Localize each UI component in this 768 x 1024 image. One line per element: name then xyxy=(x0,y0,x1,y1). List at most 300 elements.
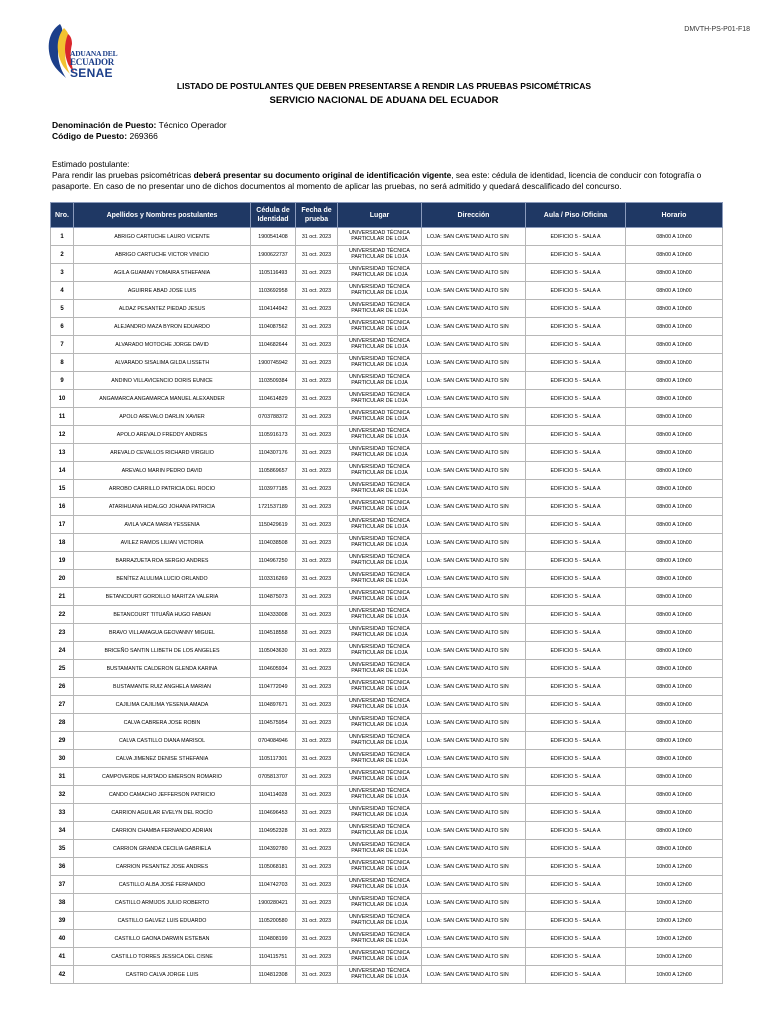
cell-nombre: BRAVO VILLAMAGUA GEOVANNY MIGUEL xyxy=(74,624,251,642)
cell-nro: 11 xyxy=(51,408,74,426)
cell-fecha: 31 oct. 2023 xyxy=(296,228,338,246)
cell-lugar: UNIVERSIDAD TÉCNICA PARTICULAR DE LOJA xyxy=(338,570,422,588)
cell-lugar: UNIVERSIDAD TÉCNICA PARTICULAR DE LOJA xyxy=(338,624,422,642)
cell-lugar: UNIVERSIDAD TÉCNICA PARTICULAR DE LOJA xyxy=(338,750,422,768)
cell-lugar: UNIVERSIDAD TÉCNICA PARTICULAR DE LOJA xyxy=(338,804,422,822)
cell-direccion: LOJA: SAN CAYETANO ALTO SIN xyxy=(422,732,526,750)
cell-nombre: ABRIGO CARTUCHE LAURO VICENTE xyxy=(74,228,251,246)
cell-horario: 08h00 A 10h00 xyxy=(626,408,723,426)
cell-nro: 29 xyxy=(51,732,74,750)
cell-nro: 41 xyxy=(51,948,74,966)
cell-direccion: LOJA: SAN CAYETANO ALTO SIN xyxy=(422,750,526,768)
cell-nombre: BARRAZUETA ROA SERGIO ANDRES xyxy=(74,552,251,570)
cell-nro: 20 xyxy=(51,570,74,588)
cell-cedula: 1104605934 xyxy=(251,660,296,678)
cell-horario: 08h00 A 10h00 xyxy=(626,264,723,282)
table-row xyxy=(51,246,723,264)
cell-lugar: UNIVERSIDAD TÉCNICA PARTICULAR DE LOJA xyxy=(338,300,422,318)
cell-nombre: CARRION PESANTEZ JOSE ANDRES xyxy=(74,858,251,876)
cell-nombre: CARRION AGUILAR EVELYN DEL ROCÍO xyxy=(74,804,251,822)
cell-fecha: 31 oct. 2023 xyxy=(296,966,338,984)
header-aula: Aula / Piso /Oficina xyxy=(526,203,626,228)
cell-nro: 18 xyxy=(51,534,74,552)
logo-line-2: ECUADOR xyxy=(70,57,115,67)
cell-nombre: CASTILLO TORRES JESSICA DEL CISNE xyxy=(74,948,251,966)
cell-nro: 13 xyxy=(51,444,74,462)
cell-nombre: CALVA CABRERA JOSE ROBIN xyxy=(74,714,251,732)
cell-fecha: 31 oct. 2023 xyxy=(296,606,338,624)
cell-nombre: CASTILLO ALBA JOSÉ FERNANDO xyxy=(74,876,251,894)
table-row xyxy=(51,408,723,426)
cell-aula: EDIFICIO 5 - SALA A xyxy=(526,390,626,408)
cell-aula: EDIFICIO 5 - SALA A xyxy=(526,840,626,858)
table-row xyxy=(51,354,723,372)
cell-nombre: ANDINO VILLAVICENCIO DORIS EUNICE xyxy=(74,372,251,390)
cell-lugar: UNIVERSIDAD TÉCNICA PARTICULAR DE LOJA xyxy=(338,354,422,372)
cell-cedula: 1104967250 xyxy=(251,552,296,570)
cell-nombre: CARRION GRANDA CECILIA GABRIELA xyxy=(74,840,251,858)
cell-fecha: 31 oct. 2023 xyxy=(296,318,338,336)
cell-aula: EDIFICIO 5 - SALA A xyxy=(526,264,626,282)
cell-lugar: UNIVERSIDAD TÉCNICA PARTICULAR DE LOJA xyxy=(338,228,422,246)
header-horario: Horario xyxy=(626,203,723,228)
cell-horario: 08h00 A 10h00 xyxy=(626,552,723,570)
cell-aula: EDIFICIO 5 - SALA A xyxy=(526,426,626,444)
cell-lugar: UNIVERSIDAD TÉCNICA PARTICULAR DE LOJA xyxy=(338,876,422,894)
cell-aula: EDIFICIO 5 - SALA A xyxy=(526,570,626,588)
cell-nro: 16 xyxy=(51,498,74,516)
cell-nombre: ABRIGO CARTUCHE VICTOR VINICIO xyxy=(74,246,251,264)
cell-aula: EDIFICIO 5 - SALA A xyxy=(526,462,626,480)
cell-nombre: CARRION CHAMBA FERNANDO ADRIAN xyxy=(74,822,251,840)
cell-cedula: 1104614829 xyxy=(251,390,296,408)
cell-cedula: 1104114028 xyxy=(251,786,296,804)
cell-nro: 24 xyxy=(51,642,74,660)
document-subtitle: SERVICIO NACIONAL DE ADUANA DEL ECUADOR xyxy=(269,95,499,106)
cell-nro: 28 xyxy=(51,714,74,732)
cell-nro: 2 xyxy=(51,246,74,264)
cell-direccion: LOJA: SAN CAYETANO ALTO SIN xyxy=(422,894,526,912)
cell-nombre: APOLO AREVALO DARLIN XAVIER xyxy=(74,408,251,426)
cell-nro: 17 xyxy=(51,516,74,534)
cell-direccion: LOJA: SAN CAYETANO ALTO SIN xyxy=(422,300,526,318)
cell-nro: 15 xyxy=(51,480,74,498)
cell-lugar: UNIVERSIDAD TÉCNICA PARTICULAR DE LOJA xyxy=(338,660,422,678)
cell-direccion: LOJA: SAN CAYETANO ALTO SIN xyxy=(422,534,526,552)
cell-fecha: 31 oct. 2023 xyxy=(296,822,338,840)
cell-nro: 35 xyxy=(51,840,74,858)
cell-aula: EDIFICIO 5 - SALA A xyxy=(526,552,626,570)
cell-nombre: APOLO AREVALO FREDDY ANDRES xyxy=(74,426,251,444)
cell-nombre: CALVA JIMENEZ DENISE STHEFANIA xyxy=(74,750,251,768)
cell-nro: 39 xyxy=(51,912,74,930)
cell-nombre: ALVARADO SISALIMA GILDA LISSETH xyxy=(74,354,251,372)
cell-direccion: LOJA: SAN CAYETANO ALTO SIN xyxy=(422,966,526,984)
cell-cedula: 1104952328 xyxy=(251,822,296,840)
cell-nro: 8 xyxy=(51,354,74,372)
cell-direccion: LOJA: SAN CAYETANO ALTO SIN xyxy=(422,480,526,498)
table-row xyxy=(51,642,723,660)
cell-lugar: UNIVERSIDAD TÉCNICA PARTICULAR DE LOJA xyxy=(338,462,422,480)
cell-fecha: 31 oct. 2023 xyxy=(296,552,338,570)
table-row xyxy=(51,390,723,408)
cell-direccion: LOJA: SAN CAYETANO ALTO SIN xyxy=(422,858,526,876)
cell-lugar: UNIVERSIDAD TÉCNICA PARTICULAR DE LOJA xyxy=(338,282,422,300)
cell-aula: EDIFICIO 5 - SALA A xyxy=(526,732,626,750)
cell-lugar: UNIVERSIDAD TÉCNICA PARTICULAR DE LOJA xyxy=(338,426,422,444)
cell-aula: EDIFICIO 5 - SALA A xyxy=(526,480,626,498)
table-row xyxy=(51,786,723,804)
cell-lugar: UNIVERSIDAD TÉCNICA PARTICULAR DE LOJA xyxy=(338,552,422,570)
cell-cedula: 0705813707 xyxy=(251,768,296,786)
table-row xyxy=(51,858,723,876)
cell-lugar: UNIVERSIDAD TÉCNICA PARTICULAR DE LOJA xyxy=(338,642,422,660)
cell-aula: EDIFICIO 5 - SALA A xyxy=(526,246,626,264)
cell-direccion: LOJA: SAN CAYETANO ALTO SIN xyxy=(422,282,526,300)
header-fecha: Fecha de prueba xyxy=(296,203,338,228)
cell-direccion: LOJA: SAN CAYETANO ALTO SIN xyxy=(422,228,526,246)
cell-lugar: UNIVERSIDAD TÉCNICA PARTICULAR DE LOJA xyxy=(338,444,422,462)
cell-nro: 27 xyxy=(51,696,74,714)
cell-nro: 10 xyxy=(51,390,74,408)
table-row xyxy=(51,480,723,498)
cell-fecha: 31 oct. 2023 xyxy=(296,282,338,300)
cell-horario: 10h00 A 12h00 xyxy=(626,894,723,912)
table-row xyxy=(51,426,723,444)
cell-nombre: BRICEÑO SANTIN LLIBETH DE LOS ANGELES xyxy=(74,642,251,660)
cell-lugar: UNIVERSIDAD TÉCNICA PARTICULAR DE LOJA xyxy=(338,390,422,408)
cell-horario: 08h00 A 10h00 xyxy=(626,696,723,714)
cell-nro: 31 xyxy=(51,768,74,786)
cell-fecha: 31 oct. 2023 xyxy=(296,372,338,390)
cell-lugar: UNIVERSIDAD TÉCNICA PARTICULAR DE LOJA xyxy=(338,732,422,750)
cell-direccion: LOJA: SAN CAYETANO ALTO SIN xyxy=(422,246,526,264)
cell-horario: 08h00 A 10h00 xyxy=(626,804,723,822)
cell-fecha: 31 oct. 2023 xyxy=(296,354,338,372)
cell-horario: 08h00 A 10h00 xyxy=(626,390,723,408)
cell-horario: 08h00 A 10h00 xyxy=(626,444,723,462)
cell-direccion: LOJA: SAN CAYETANO ALTO SIN xyxy=(422,930,526,948)
logo-line-1: ADUANA DEL xyxy=(70,49,118,58)
cell-cedula: 1105869657 xyxy=(251,462,296,480)
cell-lugar: UNIVERSIDAD TÉCNICA PARTICULAR DE LOJA xyxy=(338,696,422,714)
cell-direccion: LOJA: SAN CAYETANO ALTO SIN xyxy=(422,516,526,534)
cell-lugar: UNIVERSIDAD TÉCNICA PARTICULAR DE LOJA xyxy=(338,822,422,840)
table-row xyxy=(51,948,723,966)
cell-lugar: UNIVERSIDAD TÉCNICA PARTICULAR DE LOJA xyxy=(338,246,422,264)
cell-nombre: ATARIHUANA HIDALGO JOHANA PATRICIA xyxy=(74,498,251,516)
cell-lugar: UNIVERSIDAD TÉCNICA PARTICULAR DE LOJA xyxy=(338,588,422,606)
cell-fecha: 31 oct. 2023 xyxy=(296,426,338,444)
cell-horario: 08h00 A 10h00 xyxy=(626,354,723,372)
cell-cedula: 1150429619 xyxy=(251,516,296,534)
cell-direccion: LOJA: SAN CAYETANO ALTO SIN xyxy=(422,462,526,480)
cell-nombre: CAMPOVERDE HURTADO EMERSON ROMARIO xyxy=(74,768,251,786)
codigo-line xyxy=(52,131,227,142)
cell-nombre: AVILA VACA MARIA YESSENIA xyxy=(74,516,251,534)
table-row xyxy=(51,228,723,246)
cell-horario: 08h00 A 10h00 xyxy=(626,642,723,660)
cell-nro: 5 xyxy=(51,300,74,318)
table-row xyxy=(51,768,723,786)
cell-cedula: 1104808199 xyxy=(251,930,296,948)
notice-part1: Para rendir las pruebas psicométricas xyxy=(52,170,194,180)
cell-nombre: BETANCOURT GORDILLO MARITZA VALERIA xyxy=(74,588,251,606)
cell-fecha: 31 oct. 2023 xyxy=(296,948,338,966)
table-row xyxy=(51,462,723,480)
cell-horario: 08h00 A 10h00 xyxy=(626,228,723,246)
cell-horario: 08h00 A 10h00 xyxy=(626,246,723,264)
cell-direccion: LOJA: SAN CAYETANO ALTO SIN xyxy=(422,804,526,822)
cell-fecha: 31 oct. 2023 xyxy=(296,246,338,264)
table-body xyxy=(51,228,723,984)
cell-nombre: BUSTAMANTE CALDERON GLENDA KARINA xyxy=(74,660,251,678)
cell-nombre: CANDO CAMACHO JEFFERSON PATRICIO xyxy=(74,786,251,804)
cell-horario: 08h00 A 10h00 xyxy=(626,660,723,678)
cell-cedula: 1900745942 xyxy=(251,354,296,372)
table-row xyxy=(51,300,723,318)
cell-direccion: LOJA: SAN CAYETANO ALTO SIN xyxy=(422,948,526,966)
cell-nombre: AVILEZ RAMOS LILIAN VICTORIA xyxy=(74,534,251,552)
notice-part2: , sea este: cédula de identidad, licencia de conducir con fotografía o pasaporte. En caso de no presentar uno de dichos documentos al momento de aplicar las pruebas, no será admitido y quedará descalificado del concurso. xyxy=(52,170,702,191)
position-info xyxy=(52,120,227,142)
cell-nro: 25 xyxy=(51,660,74,678)
cell-nro: 6 xyxy=(51,318,74,336)
cell-fecha: 31 oct. 2023 xyxy=(296,516,338,534)
cell-fecha: 31 oct. 2023 xyxy=(296,768,338,786)
logo-line-3: SENAE xyxy=(70,66,113,80)
table-row xyxy=(51,678,723,696)
notice-body xyxy=(52,170,722,192)
cell-nombre: AREVALO MARIN PEDRO DAVID xyxy=(74,462,251,480)
cell-cedula: 1105200580 xyxy=(251,912,296,930)
table-row xyxy=(51,894,723,912)
cell-aula: EDIFICIO 5 - SALA A xyxy=(526,606,626,624)
cell-direccion: LOJA: SAN CAYETANO ALTO SIN xyxy=(422,696,526,714)
cell-cedula: 1104575954 xyxy=(251,714,296,732)
cell-aula: EDIFICIO 5 - SALA A xyxy=(526,354,626,372)
cell-aula: EDIFICIO 5 - SALA A xyxy=(526,948,626,966)
cell-nombre: CASTILLO ARMIJOS JULIO ROBERTO xyxy=(74,894,251,912)
cell-aula: EDIFICIO 5 - SALA A xyxy=(526,498,626,516)
table-row xyxy=(51,534,723,552)
cell-fecha: 31 oct. 2023 xyxy=(296,534,338,552)
cell-horario: 08h00 A 10h00 xyxy=(626,516,723,534)
cell-horario: 08h00 A 10h00 xyxy=(626,768,723,786)
cell-horario: 08h00 A 10h00 xyxy=(626,534,723,552)
cell-nro: 32 xyxy=(51,786,74,804)
cell-direccion: LOJA: SAN CAYETANO ALTO SIN xyxy=(422,408,526,426)
cell-fecha: 31 oct. 2023 xyxy=(296,300,338,318)
table-row xyxy=(51,804,723,822)
cell-cedula: 1105116493 xyxy=(251,264,296,282)
cell-nro: 37 xyxy=(51,876,74,894)
cell-cedula: 1104897671 xyxy=(251,696,296,714)
cell-fecha: 31 oct. 2023 xyxy=(296,660,338,678)
cell-aula: EDIFICIO 5 - SALA A xyxy=(526,768,626,786)
cell-fecha: 31 oct. 2023 xyxy=(296,264,338,282)
cell-direccion: LOJA: SAN CAYETANO ALTO SIN xyxy=(422,678,526,696)
cell-nro: 19 xyxy=(51,552,74,570)
cell-fecha: 31 oct. 2023 xyxy=(296,750,338,768)
table-row xyxy=(51,606,723,624)
cell-nro: 42 xyxy=(51,966,74,984)
cell-lugar: UNIVERSIDAD TÉCNICA PARTICULAR DE LOJA xyxy=(338,840,422,858)
codigo-value: 269366 xyxy=(129,131,158,141)
cell-direccion: LOJA: SAN CAYETANO ALTO SIN xyxy=(422,264,526,282)
cell-cedula: 1104812308 xyxy=(251,966,296,984)
cell-aula: EDIFICIO 5 - SALA A xyxy=(526,516,626,534)
cell-nro: 22 xyxy=(51,606,74,624)
cell-nro: 12 xyxy=(51,426,74,444)
cell-fecha: 31 oct. 2023 xyxy=(296,408,338,426)
cell-cedula: 1104087562 xyxy=(251,318,296,336)
cell-aula: EDIFICIO 5 - SALA A xyxy=(526,696,626,714)
cell-nro: 30 xyxy=(51,750,74,768)
cell-lugar: UNIVERSIDAD TÉCNICA PARTICULAR DE LOJA xyxy=(338,372,422,390)
cell-aula: EDIFICIO 5 - SALA A xyxy=(526,930,626,948)
cell-cedula: 1900280421 xyxy=(251,894,296,912)
cell-nro: 4 xyxy=(51,282,74,300)
header-nombres: Apellidos y Nombres postulantes xyxy=(74,203,251,228)
header-lugar: Lugar xyxy=(338,203,422,228)
table-row xyxy=(51,372,723,390)
cell-cedula: 1105117301 xyxy=(251,750,296,768)
cell-lugar: UNIVERSIDAD TÉCNICA PARTICULAR DE LOJA xyxy=(338,912,422,930)
cell-cedula: 1900622737 xyxy=(251,246,296,264)
cell-horario: 08h00 A 10h00 xyxy=(626,606,723,624)
cell-fecha: 31 oct. 2023 xyxy=(296,642,338,660)
cell-fecha: 31 oct. 2023 xyxy=(296,786,338,804)
document-title: LISTADO DE POSTULANTES QUE DEBEN PRESENTARSE A RENDIR LAS PRUEBAS PSICOMÉTRICAS xyxy=(176,81,592,91)
cell-aula: EDIFICIO 5 - SALA A xyxy=(526,660,626,678)
cell-nro: 36 xyxy=(51,858,74,876)
cell-cedula: 1104772049 xyxy=(251,678,296,696)
cell-nombre: ALVARADO MOTOCHE JORGE DAVID xyxy=(74,336,251,354)
cell-nombre: AGUIRRE ABAD JOSE LUIS xyxy=(74,282,251,300)
header-cedula: Cédula de Identidad xyxy=(251,203,296,228)
cell-direccion: LOJA: SAN CAYETANO ALTO SIN xyxy=(422,390,526,408)
cell-aula: EDIFICIO 5 - SALA A xyxy=(526,372,626,390)
cell-aula: EDIFICIO 5 - SALA A xyxy=(526,282,626,300)
cell-nombre: CASTILLO GAONA DARWIN ESTEBAN xyxy=(74,930,251,948)
cell-nombre: CASTILLO GALVEZ LUIS EDUARDO xyxy=(74,912,251,930)
applicants-table xyxy=(50,202,723,984)
cell-direccion: LOJA: SAN CAYETANO ALTO SIN xyxy=(422,768,526,786)
table-row xyxy=(51,876,723,894)
cell-direccion: LOJA: SAN CAYETANO ALTO SIN xyxy=(422,660,526,678)
table-row xyxy=(51,750,723,768)
cell-aula: EDIFICIO 5 - SALA A xyxy=(526,588,626,606)
table-row xyxy=(51,660,723,678)
table-row xyxy=(51,912,723,930)
header-direccion: Dirección xyxy=(422,203,526,228)
cell-cedula: 1103692958 xyxy=(251,282,296,300)
cell-direccion: LOJA: SAN CAYETANO ALTO SIN xyxy=(422,552,526,570)
cell-horario: 10h00 A 12h00 xyxy=(626,966,723,984)
cell-aula: EDIFICIO 5 - SALA A xyxy=(526,876,626,894)
cell-fecha: 31 oct. 2023 xyxy=(296,696,338,714)
cell-fecha: 31 oct. 2023 xyxy=(296,624,338,642)
cell-lugar: UNIVERSIDAD TÉCNICA PARTICULAR DE LOJA xyxy=(338,858,422,876)
cell-aula: EDIFICIO 5 - SALA A xyxy=(526,714,626,732)
cell-lugar: UNIVERSIDAD TÉCNICA PARTICULAR DE LOJA xyxy=(338,930,422,948)
cell-cedula: 1104742703 xyxy=(251,876,296,894)
table-row xyxy=(51,552,723,570)
cell-lugar: UNIVERSIDAD TÉCNICA PARTICULAR DE LOJA xyxy=(338,894,422,912)
cell-direccion: LOJA: SAN CAYETANO ALTO SIN xyxy=(422,840,526,858)
cell-horario: 10h00 A 12h00 xyxy=(626,912,723,930)
cell-horario: 08h00 A 10h00 xyxy=(626,678,723,696)
cell-nro: 40 xyxy=(51,930,74,948)
cell-direccion: LOJA: SAN CAYETANO ALTO SIN xyxy=(422,642,526,660)
cell-cedula: 1104144942 xyxy=(251,300,296,318)
cell-lugar: UNIVERSIDAD TÉCNICA PARTICULAR DE LOJA xyxy=(338,498,422,516)
cell-nombre: CASTRO CALVA JORGE LUIS xyxy=(74,966,251,984)
cell-aula: EDIFICIO 5 - SALA A xyxy=(526,228,626,246)
cell-aula: EDIFICIO 5 - SALA A xyxy=(526,912,626,930)
cell-horario: 08h00 A 10h00 xyxy=(626,372,723,390)
table-row xyxy=(51,930,723,948)
cell-cedula: 1105068181 xyxy=(251,858,296,876)
cell-horario: 08h00 A 10h00 xyxy=(626,300,723,318)
table-row xyxy=(51,714,723,732)
cell-lugar: UNIVERSIDAD TÉCNICA PARTICULAR DE LOJA xyxy=(338,966,422,984)
cell-fecha: 31 oct. 2023 xyxy=(296,480,338,498)
cell-fecha: 31 oct. 2023 xyxy=(296,588,338,606)
cell-direccion: LOJA: SAN CAYETANO ALTO SIN xyxy=(422,714,526,732)
cell-fecha: 31 oct. 2023 xyxy=(296,732,338,750)
cell-direccion: LOJA: SAN CAYETANO ALTO SIN xyxy=(422,876,526,894)
cell-nro: 3 xyxy=(51,264,74,282)
cell-horario: 08h00 A 10h00 xyxy=(626,462,723,480)
cell-nro: 23 xyxy=(51,624,74,642)
cell-fecha: 31 oct. 2023 xyxy=(296,336,338,354)
cell-lugar: UNIVERSIDAD TÉCNICA PARTICULAR DE LOJA xyxy=(338,408,422,426)
denominacion-line xyxy=(52,120,227,131)
cell-nombre: ARROBO CARRILLO PATRICIA DEL ROCIO xyxy=(74,480,251,498)
denominacion-value: Técnico Operador xyxy=(158,120,227,130)
cell-aula: EDIFICIO 5 - SALA A xyxy=(526,444,626,462)
table-row xyxy=(51,282,723,300)
cell-aula: EDIFICIO 5 - SALA A xyxy=(526,624,626,642)
notice-greeting: Estimado postulante: xyxy=(52,159,130,169)
cell-lugar: UNIVERSIDAD TÉCNICA PARTICULAR DE LOJA xyxy=(338,516,422,534)
cell-lugar: UNIVERSIDAD TÉCNICA PARTICULAR DE LOJA xyxy=(338,336,422,354)
notice-bold: deberá presentar su documento original de identificación vigente xyxy=(193,170,452,180)
cell-direccion: LOJA: SAN CAYETANO ALTO SIN xyxy=(422,588,526,606)
cell-direccion: LOJA: SAN CAYETANO ALTO SIN xyxy=(422,426,526,444)
cell-horario: 08h00 A 10h00 xyxy=(626,336,723,354)
cell-lugar: UNIVERSIDAD TÉCNICA PARTICULAR DE LOJA xyxy=(338,480,422,498)
cell-cedula: 1900541408 xyxy=(251,228,296,246)
cell-nombre: BETANCOURT TITUAÑA HUGO FABIAN xyxy=(74,606,251,624)
cell-horario: 08h00 A 10h00 xyxy=(626,840,723,858)
cell-horario: 08h00 A 10h00 xyxy=(626,570,723,588)
cell-horario: 10h00 A 12h00 xyxy=(626,948,723,966)
cell-fecha: 31 oct. 2023 xyxy=(296,444,338,462)
cell-aula: EDIFICIO 5 - SALA A xyxy=(526,318,626,336)
cell-fecha: 31 oct. 2023 xyxy=(296,390,338,408)
cell-direccion: LOJA: SAN CAYETANO ALTO SIN xyxy=(422,624,526,642)
cell-aula: EDIFICIO 5 - SALA A xyxy=(526,678,626,696)
cell-nombre: CAJILIMA CAJILIMA YESENIA AMADA xyxy=(74,696,251,714)
cell-lugar: UNIVERSIDAD TÉCNICA PARTICULAR DE LOJA xyxy=(338,714,422,732)
header-nro: Nro. xyxy=(51,203,74,228)
cell-horario: 08h00 A 10h00 xyxy=(626,732,723,750)
cell-horario: 08h00 A 10h00 xyxy=(626,426,723,444)
codigo-label: Código de Puesto: xyxy=(52,131,128,141)
